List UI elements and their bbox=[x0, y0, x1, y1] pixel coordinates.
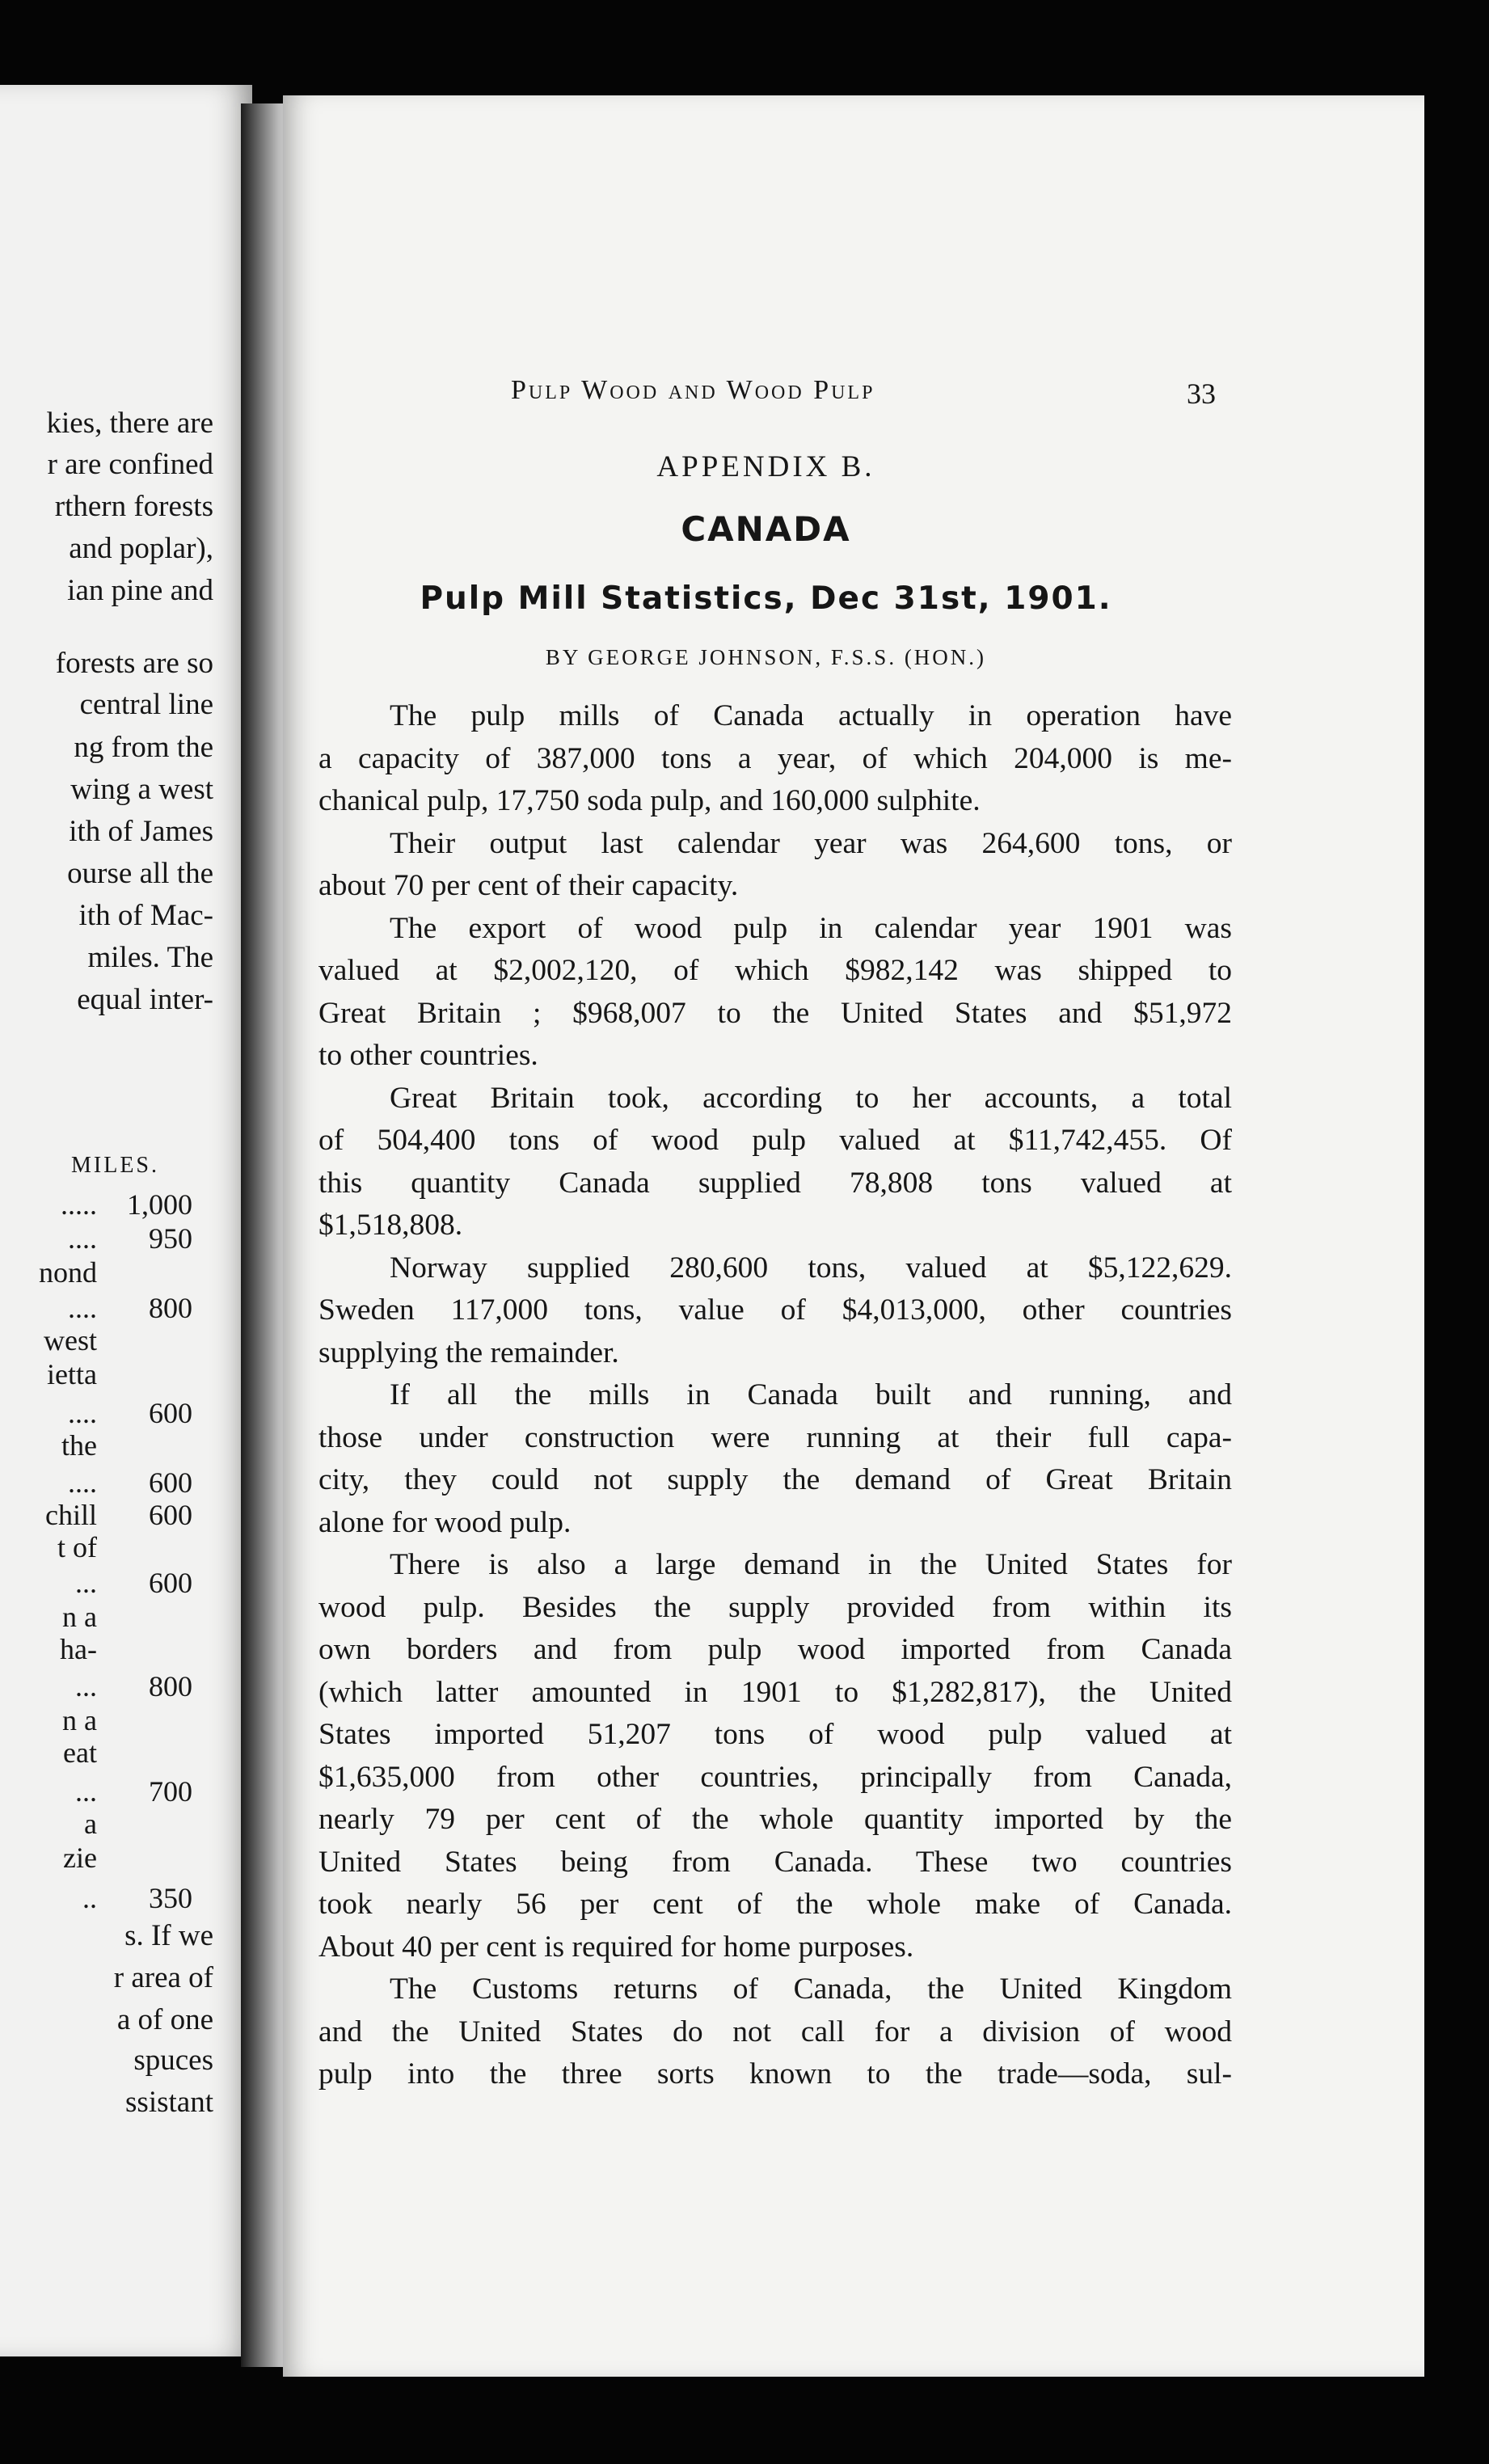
text-line: There is also a large demand in the United States for bbox=[390, 1548, 1232, 1581]
text-line: a capacity of 387,000 tons a year, of which 204,000 is me- bbox=[318, 741, 1232, 775]
text-line: States imported 51,207 tons of wood pulp valued at bbox=[318, 1718, 1232, 1751]
text-line: If all the mills in Canada built and running, and bbox=[390, 1378, 1232, 1411]
miles-row-value: 600 bbox=[149, 1567, 192, 1599]
facing-page-line: wing a west bbox=[70, 773, 213, 806]
text-line: those under construction were running at their full capa- bbox=[318, 1420, 1232, 1454]
facing-page-line: s. If we bbox=[124, 1919, 213, 1952]
miles-row-label: ha- bbox=[60, 1633, 97, 1665]
miles-header: MILES. bbox=[71, 1153, 159, 1178]
text-line: city, they could not supply the demand of Great Britain bbox=[318, 1463, 1232, 1496]
facing-page bbox=[0, 85, 252, 2356]
text-line: About 40 per cent is required for home purposes. bbox=[318, 1930, 914, 1964]
text-line: (which latter amounted in 1901 to $1,282,817), the United bbox=[318, 1675, 1232, 1709]
facing-page-line: ith of Mac- bbox=[78, 899, 213, 932]
text-line: wood pulp. Besides the supply provided from within its bbox=[318, 1590, 1232, 1624]
miles-row-label: west bbox=[44, 1324, 97, 1356]
facing-page-line: miles. The bbox=[87, 941, 213, 974]
text-line: this quantity Canada supplied 78,808 tons valued at bbox=[318, 1166, 1232, 1200]
miles-row-label: .... bbox=[68, 1397, 97, 1429]
miles-row-value: 600 bbox=[149, 1466, 192, 1499]
text-line: The export of wood pulp in calendar year 1901 was bbox=[390, 911, 1232, 945]
facing-page-line: kies, there are bbox=[46, 407, 213, 440]
text-line: pulp into the three sorts known to the trade—soda, sul- bbox=[318, 2057, 1232, 2091]
miles-row-label: .. bbox=[82, 1882, 97, 1914]
text-line: supplying the remainder. bbox=[318, 1335, 619, 1369]
miles-row-label: ... bbox=[75, 1775, 97, 1808]
text-line: Great Britain took, according to her accounts, a total bbox=[390, 1081, 1232, 1115]
miles-row-label: the bbox=[61, 1429, 97, 1462]
text-line: to other countries. bbox=[318, 1039, 538, 1072]
miles-row-label: n a bbox=[62, 1704, 97, 1736]
statistics-subtitle: Pulp Mill Statistics, Dec 31st, 1901. bbox=[420, 580, 1112, 617]
miles-row-label: n a bbox=[62, 1601, 97, 1633]
miles-row-label: .... bbox=[68, 1466, 97, 1499]
miles-row-label: t of bbox=[57, 1531, 97, 1563]
miles-row-value: 700 bbox=[149, 1775, 192, 1808]
miles-row-label: .... bbox=[68, 1292, 97, 1324]
miles-row-label: nond bbox=[39, 1256, 97, 1289]
miles-row-label: chill bbox=[45, 1499, 97, 1531]
facing-page-line: ian pine and bbox=[67, 574, 213, 607]
miles-row-value: 800 bbox=[149, 1292, 192, 1324]
text-line: $1,518,808. bbox=[318, 1209, 463, 1242]
facing-page-line: ourse all the bbox=[67, 857, 213, 890]
text-line: valued at $2,002,120, of which $982,142 was shipped to bbox=[318, 954, 1232, 987]
text-line: Great Britain ; $968,007 to the United States and $51,972 bbox=[318, 996, 1232, 1030]
text-line: own borders and from pulp wood imported from Canada bbox=[318, 1633, 1232, 1666]
miles-row-label: ietta bbox=[47, 1358, 97, 1390]
text-line: The pulp mills of Canada actually in operation have bbox=[390, 699, 1232, 732]
facing-page-line: central line bbox=[79, 688, 213, 721]
miles-row-label: a bbox=[84, 1808, 97, 1840]
text-line: and the United States do not call for a division of wood bbox=[318, 2015, 1232, 2048]
facing-page-line: r area of bbox=[113, 1961, 213, 1994]
facing-page-line: ng from the bbox=[74, 731, 213, 764]
running-title: Pulp Wood and Wood Pulp bbox=[511, 375, 875, 405]
facing-page-line: forests are so bbox=[55, 647, 213, 680]
facing-page-line: ssistant bbox=[125, 2086, 213, 2119]
text-line: about 70 per cent of their capacity. bbox=[318, 869, 739, 902]
facing-page-line: spuces bbox=[133, 2044, 213, 2077]
facing-page-line: ith of James bbox=[69, 815, 213, 848]
facing-page-line: equal inter- bbox=[77, 983, 213, 1016]
text-line: $1,635,000 from other countries, principally from Canada, bbox=[318, 1760, 1232, 1794]
text-line: Sweden 117,000 tons, value of $4,013,000, other countries bbox=[318, 1293, 1232, 1327]
facing-page-line: and poplar), bbox=[69, 532, 213, 565]
text-line: Their output last calendar year was 264,600 tons, or bbox=[390, 826, 1232, 860]
page bbox=[283, 95, 1424, 2377]
country-heading: CANADA bbox=[681, 509, 851, 549]
miles-row-value: 350 bbox=[149, 1882, 192, 1914]
miles-row-label: zie bbox=[63, 1842, 97, 1874]
miles-row-value: 950 bbox=[149, 1222, 192, 1255]
text-line: nearly 79 per cent of the whole quantity imported by the bbox=[318, 1803, 1232, 1836]
miles-row-label: eat bbox=[63, 1736, 97, 1769]
miles-row-value: 600 bbox=[149, 1397, 192, 1429]
text-line: took nearly 56 per cent of the whole make of Canada. bbox=[318, 1888, 1232, 1921]
miles-row-value: 800 bbox=[149, 1670, 192, 1702]
text-line: alone for wood pulp. bbox=[318, 1505, 572, 1539]
facing-page-line: r are confined bbox=[47, 448, 213, 481]
body-text bbox=[318, 695, 1232, 2096]
miles-row-label: ... bbox=[75, 1670, 97, 1702]
miles-row-label: .... bbox=[68, 1222, 97, 1255]
page-number: 33 bbox=[1187, 378, 1216, 410]
miles-row-label: ..... bbox=[61, 1188, 97, 1221]
appendix-heading: APPENDIX B. bbox=[656, 450, 875, 483]
author-byline: BY GEORGE JOHNSON, F.S.S. (HON.) bbox=[545, 645, 987, 669]
facing-page-line: a of one bbox=[116, 2003, 213, 2036]
text-line: The Customs returns of Canada, the United Kingdom bbox=[390, 1972, 1232, 2006]
miles-row-value: 1,000 bbox=[127, 1188, 192, 1221]
text-line: of 504,400 tons of wood pulp valued at $11,742,455. Of bbox=[318, 1124, 1232, 1157]
miles-row-label: ... bbox=[75, 1567, 97, 1599]
text-line: Norway supplied 280,600 tons, valued at $5,122,629. bbox=[390, 1251, 1232, 1285]
text-line: United States being from Canada. These two countries bbox=[318, 1845, 1232, 1879]
facing-page-line: rthern forests bbox=[54, 490, 213, 523]
text-line: chanical pulp, 17,750 soda pulp, and 160,000 sulphite. bbox=[318, 784, 981, 817]
miles-row-value: 600 bbox=[149, 1499, 192, 1531]
